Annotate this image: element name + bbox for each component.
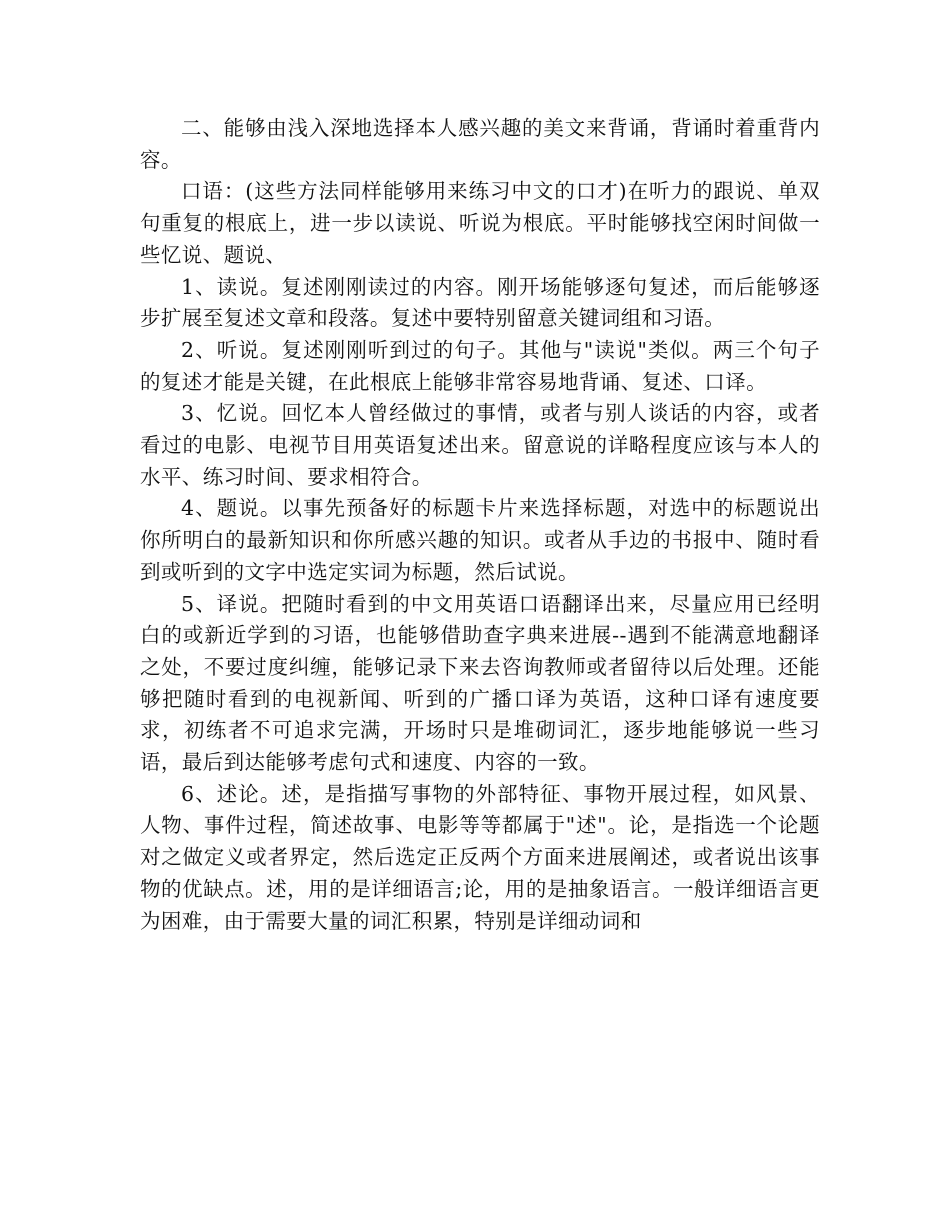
paragraph-speaking-intro: 口语：(这些方法同样能够用来练习中文的口才)在听力的跟说、单双句重复的根底上，进一步以读说、听说为根底。平时能够找空闲时间做一些忆说、题说、 [140,179,820,267]
paragraph-read-retell: 1、读说。复述刚刚读过的内容。刚开场能够逐句复述，而后能够逐步扩展至复述文章和段落。复述中要特别留意关键词组和习语。 [140,274,820,331]
paragraph-topic-speaking: 4、题说。以事先预备好的标题卡片来选择标题，对选中的标题说出你所明白的最新知识和你所感兴趣的知识。或者从手边的书报中、随时看到或听到的文字中选定实词为标题，然后试说。 [140,496,820,584]
paragraph-translate-speaking: 5、译说。把随时看到的中文用英语口语翻译出来，尽量应用已经明白的或新近学到的习语，也能够借助查字典来进展--遇到不能满意地翻译之处，不要过度纠缠，能够记录下来去咨询教师或者留待以后处理。还能够把随时看到的电视新闻、听到的广播口译为英语，这种口译有速度要求，初练者不可追求完满，开场时只是堆砌词汇，逐步地能够说一些习语，最后到达能够考虑句式和速度、内容的一致。 [140,591,820,775]
paragraph-describe-discuss: 6、述论。述，是指描写事物的外部特征、事物开展过程，如风景、人物、事件过程，简述故事、电影等等都属于"述"。论，是指选一个论题对之做定义或者界定，然后选定正反两个方面来进展阐述，或者说出该事物的优缺点。述，用的是详细语言;论，用的是抽象语言。一般详细语言更为困难，由于需要大量的词汇积累，特别是详细动词和 [140,781,820,933]
paragraph-recitation: 二、能够由浅入深地选择本人感兴趣的美文来背诵，背诵时着重背内容。 [140,116,820,172]
paragraph-listen-retell: 2、听说。复述刚刚听到过的句子。其他与"读说"类似。两三个句子的复述才能是关键，在此根底上能够非常容易地背诵、复述、口译。 [140,337,820,394]
document-body [140,113,820,937]
paragraph-recall-retell: 3、忆说。回忆本人曾经做过的事情，或者与别人谈话的内容，或者看过的电影、电视节目用英语复述出来。留意说的详略程度应该与本人的水平、练习时间、要求相符合。 [140,401,820,489]
